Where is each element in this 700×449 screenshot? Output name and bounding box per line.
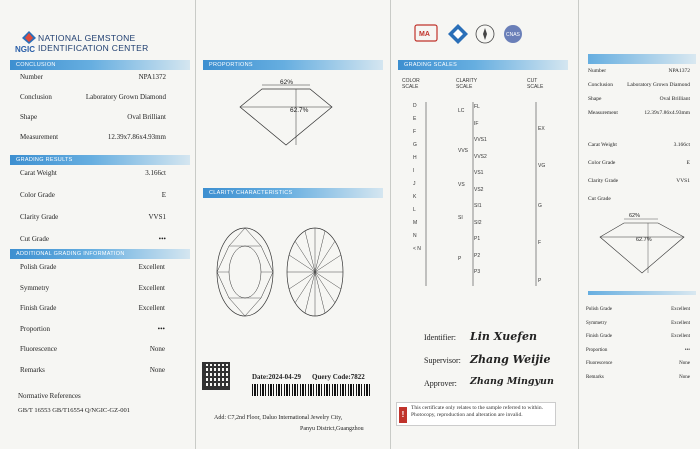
fold-line: [578, 0, 579, 449]
field-label: Fluorescence: [586, 361, 613, 366]
clarity-grade: SI1: [474, 203, 482, 209]
field-label: Carat Weight: [588, 142, 617, 148]
proportions-diagram: [200, 75, 390, 155]
field-value: Excellent: [671, 334, 690, 339]
color-grade: J: [413, 181, 416, 187]
query-label: Query Code:: [312, 373, 351, 381]
org-name-line1: NATIONAL GEMSTONE: [38, 33, 136, 43]
disclaimer-text: This certificate only relates to the sample referred to within. Photocopy, reproduction and alteration are invalid.: [411, 405, 543, 418]
field-value: Excellent: [138, 304, 165, 312]
field-label: Color Grade: [20, 191, 55, 199]
table-percentage: 62%: [280, 79, 294, 86]
fold-line: [390, 0, 391, 449]
clarity-grade: VS1: [474, 170, 484, 176]
clarity-group: LC: [458, 108, 465, 114]
proportions-header: PROPORTIONS: [203, 60, 383, 70]
warning-icon: !: [399, 407, 407, 423]
field-value: 3.166ct: [673, 142, 690, 148]
ngic-logo-text: NGIC: [15, 45, 35, 54]
additional-info-header: ADDITIONAL GRADING INFORMATION: [10, 249, 190, 259]
color-scale-header: COLOR SCALE: [402, 78, 420, 90]
certification-logos-icons: [413, 22, 553, 46]
field-label: Polish Grade: [586, 307, 612, 312]
conclusion-header: CONCLUSION: [10, 60, 190, 70]
field-label: Number: [20, 73, 43, 81]
field-value: Oval Brilliant: [659, 96, 690, 102]
field-value: Excellent: [671, 307, 690, 312]
signature-role: Identifier:: [424, 333, 456, 342]
field-value: None: [149, 365, 165, 374]
clarity-group: VS: [458, 182, 465, 188]
summary-depth-pct: 62.7%: [636, 237, 652, 243]
field-value: NPA1372: [668, 68, 690, 74]
clarity-grade: FL: [474, 104, 480, 110]
field-value: None: [679, 361, 690, 366]
color-grade: N: [413, 233, 417, 239]
field-label: Shape: [588, 96, 602, 102]
clarity-grade: SI2: [474, 219, 482, 226]
field-label: Clarity Grade: [20, 213, 59, 221]
field-value: None: [679, 374, 690, 380]
field-value: 12.39x7.86x4.93mm: [107, 133, 166, 141]
field-value: VVS1: [148, 213, 166, 221]
clarity-group: SI: [458, 215, 463, 221]
field-label: Proportion: [20, 324, 50, 333]
svg-text:CNAS: CNAS: [506, 32, 520, 38]
field-label: Number: [588, 68, 607, 74]
field-label: Clarity Grade: [588, 178, 619, 184]
field-label: Proportion: [586, 347, 608, 353]
clarity-grade: P2: [474, 252, 481, 259]
field-label: Finish Grade: [586, 334, 612, 339]
field-value: 3.166ct: [145, 169, 166, 177]
color-grade: M: [413, 220, 418, 226]
cut-grade: G: [538, 203, 542, 209]
clarity-scale-header: CLARITY SCALE: [456, 78, 478, 90]
field-value: Excellent: [671, 320, 690, 326]
field-value: Oval Brilliant: [127, 113, 166, 121]
field-value: Laboratory Grown Diamond: [627, 82, 690, 88]
clarity-group: P: [458, 256, 462, 262]
field-value: Laboratory Grown Diamond: [85, 93, 166, 101]
field-label: Fluorescence: [20, 345, 57, 353]
clarity-characteristics-header: CLARITY CHARACTERISTICS: [203, 188, 383, 198]
normative-refs: GB/T 16553 GB/T16554 Q/NGIC-GZ-001: [18, 407, 131, 414]
clarity-group: VVS: [458, 148, 469, 154]
color-grade: E: [413, 116, 417, 122]
disclaimer-box: [396, 402, 556, 426]
summary-proportions-diagram: [588, 205, 696, 285]
color-grade: D: [413, 103, 417, 109]
field-label: Cut Grade: [20, 235, 49, 243]
color-grade: H: [413, 155, 417, 161]
report-date: [252, 373, 301, 381]
field-value: E: [161, 191, 166, 199]
clarity-grade: VVS1: [474, 137, 487, 143]
field-label: Remarks: [586, 374, 604, 380]
color-grade: L: [413, 207, 416, 213]
cut-grade: EX: [538, 126, 545, 132]
clarity-grade: VS2: [474, 186, 484, 193]
field-value: NPA1372: [138, 73, 166, 81]
field-value: 12.39x7.86x4.93mm: [644, 110, 690, 116]
cut-grade: P: [538, 278, 542, 284]
field-value: E: [686, 160, 690, 166]
query-code: [312, 373, 365, 381]
field-label: Conclusion: [588, 82, 614, 88]
color-grade: < N: [413, 246, 421, 252]
certification-logos: [413, 22, 553, 46]
field-label: Conclusion: [20, 93, 52, 101]
color-grade: K: [413, 194, 417, 200]
field-label: Shape: [20, 113, 38, 121]
address-line2: Panyu District,Guangzhou: [300, 426, 364, 432]
field-label: Symmetry: [20, 283, 50, 292]
color-grade: G: [413, 142, 417, 148]
field-value: •••: [157, 324, 165, 333]
svg-text:MA: MA: [419, 31, 430, 38]
address-label: Add:: [214, 415, 226, 421]
cut-scale-header: CUT SCALE: [527, 78, 544, 90]
org-name-line2: IDENTIFICATION CENTER: [38, 43, 149, 53]
grading-results-header: GRADING RESULTS: [10, 155, 190, 165]
field-value: Excellent: [138, 263, 165, 271]
field-value: •••: [158, 235, 166, 243]
date-label: Date:: [252, 373, 269, 381]
color-grade: I: [413, 168, 415, 174]
query-value: 7822: [350, 373, 365, 381]
grading-scales-header: GRADING SCALES: [398, 60, 568, 70]
field-value: •••: [684, 347, 690, 353]
summary-accent-bar-2: [588, 291, 696, 295]
summary-accent-bar: [588, 54, 696, 64]
signature-role: Approver:: [424, 379, 457, 388]
signature-role: Supervisor:: [424, 356, 461, 365]
clarity-grade: IF: [474, 120, 479, 127]
field-label: Cut Grade: [588, 196, 611, 202]
field-label: Remarks: [20, 365, 45, 374]
summary-table-pct: 62%: [629, 213, 641, 219]
field-label: Measurement: [588, 110, 618, 116]
field-label: Carat Weight: [20, 169, 57, 177]
fold-line: [195, 0, 196, 449]
signature-name: Zhang Mingyun: [470, 376, 554, 387]
clarity-grade: P1: [474, 236, 481, 242]
depth-percentage: 62.7%: [290, 107, 309, 114]
field-label: Color Grade: [588, 160, 616, 166]
color-grade: F: [413, 129, 417, 135]
field-label: Finish Grade: [20, 304, 57, 312]
date-value: 2024-04-29: [268, 373, 301, 381]
field-label: Symmetry: [586, 320, 607, 326]
field-value: VVS1: [676, 178, 690, 184]
signature-name: Lin Xuefen: [470, 330, 537, 343]
cut-grade: VG: [538, 163, 546, 169]
clarity-plot-diagram: [212, 225, 347, 325]
address-text: C7,2nd Floor, Daluo International Jewelry City,: [227, 415, 343, 421]
field-label: Measurement: [20, 133, 59, 141]
barcode: [252, 384, 372, 396]
address-line1: [214, 415, 342, 421]
clarity-grade: P3: [474, 269, 481, 275]
signature-name: Zhang Weijie: [470, 353, 551, 366]
field-value: Excellent: [138, 283, 165, 292]
clarity-grade: VVS2: [474, 153, 487, 160]
field-label: Polish Grade: [20, 263, 57, 271]
qr-code: [202, 362, 230, 390]
field-value: None: [149, 345, 165, 353]
normative-title: Normative References: [18, 392, 81, 400]
cut-grade: F: [538, 240, 542, 246]
